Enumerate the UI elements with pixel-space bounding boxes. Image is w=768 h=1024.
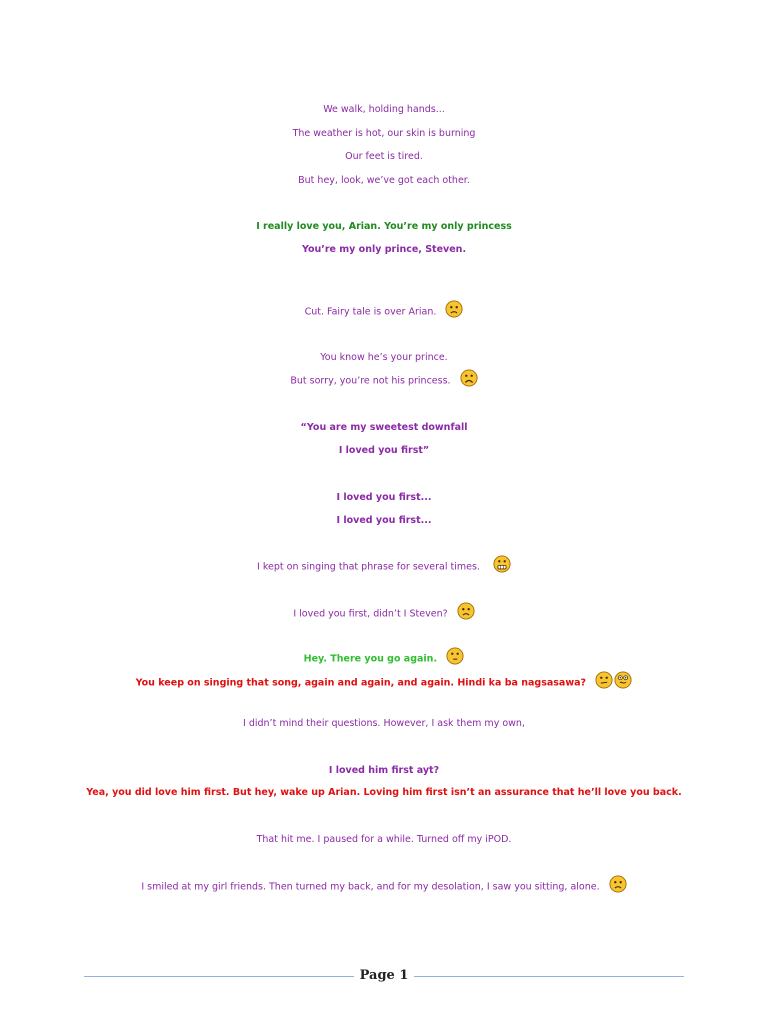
text-line: Our feet is tired. xyxy=(345,151,423,162)
text-line: You’re my only prince, Steven. xyxy=(301,244,467,255)
text-line-with-emoji xyxy=(0,605,768,623)
text-line-with-emoji xyxy=(0,674,768,692)
text: I smiled at my girl friends. Then turned my back, and for my desolation, I saw you sitting, alone. xyxy=(141,881,600,893)
text: Cut. Fairy tale is over Arian. xyxy=(304,306,437,318)
text-line: I really love you, Arian. You’re my only princess xyxy=(256,221,512,232)
text-line-with-emoji xyxy=(0,878,768,896)
text-line-with-emoji xyxy=(0,558,768,576)
text-line: I didn’t mind their questions. However, I ask them my own, xyxy=(243,718,525,729)
text-line-with-emoji xyxy=(0,303,768,321)
confused-face-icon xyxy=(595,671,613,689)
worried-face-icon xyxy=(457,602,475,620)
text-line: I loved you first” xyxy=(338,445,430,456)
text-line: I loved you first... xyxy=(336,515,432,526)
text-line: But hey, look, we’ve got each other. xyxy=(298,175,470,186)
text-line: “You are my sweetest downfall xyxy=(300,422,468,433)
worried-face-icon xyxy=(445,300,463,318)
text-line: Yea, you did love him first. But hey, wake up Arian. Loving him first isn’t an assurance that he’ll love you back. xyxy=(86,787,682,798)
text-line: We walk, holding hands... xyxy=(323,104,445,115)
frown-face-icon xyxy=(460,369,478,387)
text-line: I loved him first ayt? xyxy=(328,765,440,776)
text: I kept on singing that phrase for several times. xyxy=(257,561,480,573)
text: You keep on singing that song, again and again, and again. Hindi ka ba nagsasawa? xyxy=(135,677,587,689)
text-line-with-emoji xyxy=(0,650,768,668)
footer-rule-right xyxy=(414,976,684,977)
text-line: You know he’s your prince. xyxy=(320,352,448,363)
text-line-with-emoji xyxy=(0,372,768,390)
text: Hey. There you go again. xyxy=(303,653,438,665)
dizzy-face-icon xyxy=(614,671,632,689)
text-line: That hit me. I paused for a while. Turned off my iPOD. xyxy=(256,834,512,845)
page-number: Page 1 xyxy=(359,968,409,983)
text: I loved you first, didn’t I Steven? xyxy=(293,608,448,620)
worried-face-icon xyxy=(609,875,627,893)
text-line: I loved you first... xyxy=(336,492,432,503)
grimace-face-icon xyxy=(493,555,511,573)
thinking-face-icon xyxy=(446,647,464,665)
text: But sorry, you’re not his princess. xyxy=(290,375,451,387)
text-line: The weather is hot, our skin is burning xyxy=(292,128,476,139)
